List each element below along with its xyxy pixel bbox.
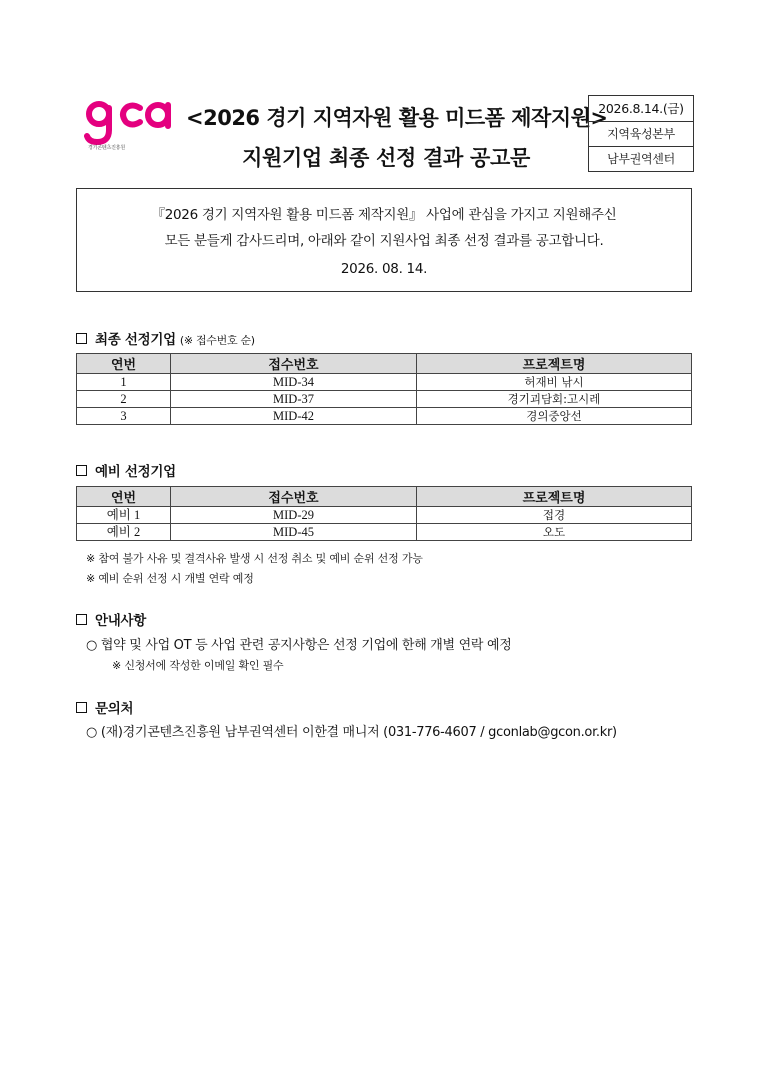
checkbox-square-icon (76, 333, 87, 344)
notice-line1: 『2026 경기 지역자원 활용 미드폼 제작지원』 사업에 관심을 가지고 지원해주신 (151, 207, 617, 223)
guide-heading (76, 609, 146, 629)
table-row (77, 408, 692, 425)
gca-logo (84, 100, 176, 160)
cell-receipt: MID-34 (171, 374, 417, 391)
contact-heading-text: 문의처 (95, 701, 134, 717)
col-header-project: 프로젝트명 (417, 487, 692, 507)
reserve-table (76, 486, 692, 541)
checkbox-square-icon (76, 465, 87, 476)
header-meta-box (588, 95, 694, 172)
notice-box (76, 188, 692, 292)
final-heading (76, 328, 255, 348)
cell-receipt: MID-37 (171, 391, 417, 408)
final-table (76, 353, 692, 425)
logo-org-name: 경기콘텐츠진흥원 (88, 145, 126, 151)
cell-no: 1 (77, 374, 171, 391)
header-date: 2026.8.14.(금) (598, 101, 684, 116)
col-header-no: 연번 (77, 354, 171, 374)
cell-receipt: MID-42 (171, 408, 417, 425)
gca-logo-icon (84, 100, 176, 146)
cell-project: 접경 (417, 507, 692, 524)
cell-project: 허재비 낚시 (417, 374, 692, 391)
header-dept1: 지역육성본부 (589, 121, 693, 146)
title-line2: 지원기업 최종 선정 결과 공고문 (242, 146, 530, 170)
contact-bullet: ○ (재)경기콘텐츠진흥원 남부권역센터 이한결 매니저 (031-776-4607 / gconlab@gcon.or.kr) (86, 725, 617, 740)
col-header-receipt: 접수번호 (171, 487, 417, 507)
notice-date: 2026. 08. 14. (340, 261, 428, 277)
col-header-project: 프로젝트명 (417, 354, 692, 374)
checkbox-square-icon (76, 702, 87, 713)
notice-line2: 모든 분들게 감사드리며, 아래와 같이 지원사업 최종 선정 결과를 공고합니다. (164, 233, 604, 249)
cell-no: 2 (77, 391, 171, 408)
final-heading-text: 최종 선정기업 (95, 332, 176, 348)
table-row (77, 507, 692, 524)
cell-project: 경의중앙선 (417, 408, 692, 425)
cell-project: 경기괴담회:고시레 (417, 391, 692, 408)
cell-no: 3 (77, 408, 171, 425)
contact-heading (76, 697, 133, 717)
cell-receipt: MID-29 (171, 507, 417, 524)
col-header-receipt: 접수번호 (171, 354, 417, 374)
guide-sub-note: ※ 신청서에 작성한 이메일 확인 필수 (112, 659, 284, 672)
checkbox-square-icon (76, 614, 87, 625)
cell-no: 예비 2 (77, 524, 171, 541)
cell-project: 오도 (417, 524, 692, 541)
title-line1: <2026 경기 지역자원 활용 미드폼 제작지원> (186, 106, 608, 130)
table-row (77, 391, 692, 408)
table-row (77, 374, 692, 391)
cell-receipt: MID-45 (171, 524, 417, 541)
col-header-no: 연번 (77, 487, 171, 507)
reserve-heading (76, 460, 176, 480)
table-header-row (77, 354, 692, 374)
cell-no: 예비 1 (77, 507, 171, 524)
reserve-heading-text: 예비 선정기업 (95, 464, 176, 480)
table-header-row (77, 487, 692, 507)
guide-heading-text: 안내사항 (95, 613, 146, 629)
header-dept2: 남부권역센터 (589, 146, 693, 171)
reserve-note-1: ※ 참여 불가 사유 및 결격사유 발생 시 선정 취소 및 예비 순위 선정 가능 (86, 552, 423, 565)
table-row (77, 524, 692, 541)
final-note: (※ 접수번호 순) (179, 334, 255, 347)
guide-bullet: ○ 협약 및 사업 OT 등 사업 관련 공지사항은 선정 기업에 한해 개별 연락 예정 (86, 638, 512, 653)
reserve-note-2: ※ 예비 순위 선정 시 개별 연락 예정 (86, 572, 254, 585)
